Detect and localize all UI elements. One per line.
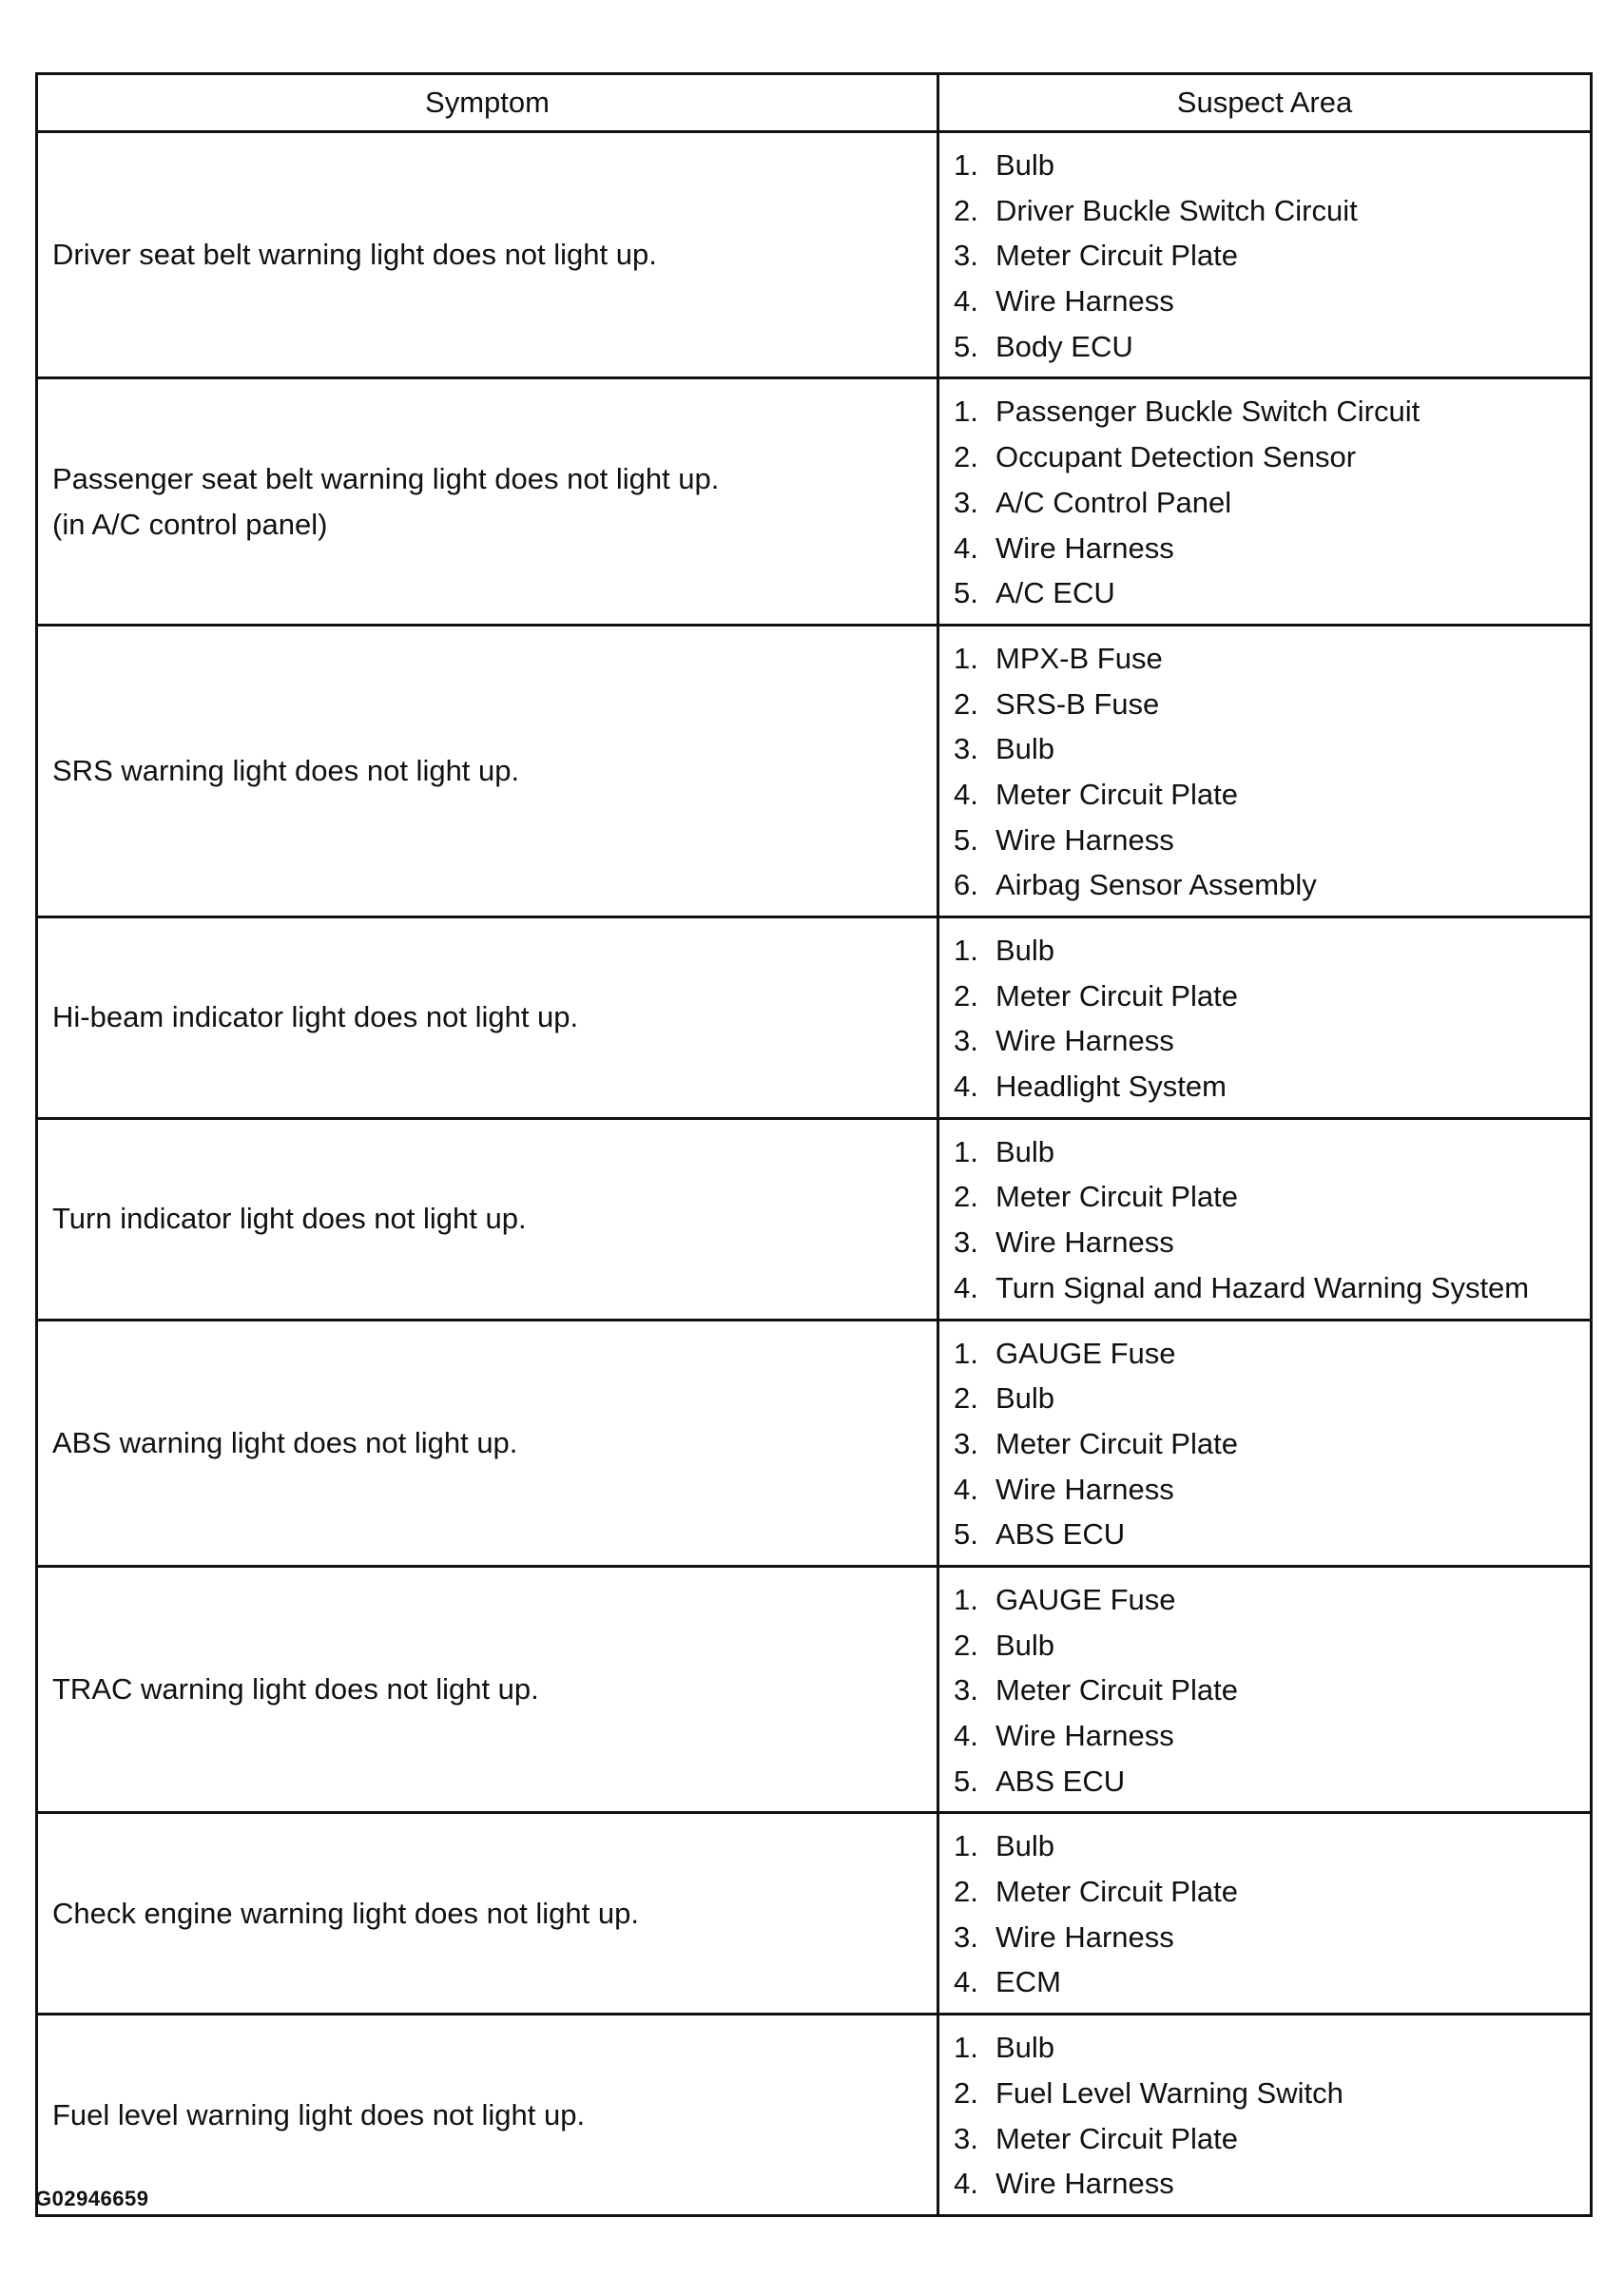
suspect-number: 3. <box>954 1024 978 1058</box>
table-row <box>37 917 1592 1119</box>
suspect-number: 4. <box>954 1270 978 1304</box>
suspect-text: Meter Circuit Plate <box>996 1180 1238 1214</box>
suspect-item <box>954 1512 1590 1557</box>
suspect-item <box>954 1869 1590 1915</box>
suspect-text: ECM <box>996 1965 1061 1999</box>
suspect-text: Wire Harness <box>996 1225 1174 1260</box>
suspect-number: 4. <box>954 1719 978 1752</box>
suspect-number: 3. <box>954 1919 978 1954</box>
suspect-text: Headlight System <box>996 1070 1227 1104</box>
suspect-number: 3. <box>954 1225 978 1260</box>
suspect-item <box>954 526 1590 571</box>
suspect-number: 5. <box>954 1517 978 1552</box>
suspect-item <box>954 682 1590 727</box>
suspect-number: 2. <box>954 193 978 227</box>
suspect-number: 2. <box>954 1875 978 1909</box>
symptom-text: TRAC warning light does not light up. <box>52 1672 539 1707</box>
suspect-text: Bulb <box>996 934 1055 967</box>
suspect-item <box>954 1018 1590 1064</box>
symptom-cell <box>37 378 938 625</box>
suspect-item <box>954 1421 1590 1467</box>
suspect-item <box>954 1220 1590 1265</box>
suspect-number: 4. <box>954 1070 978 1104</box>
suspect-item <box>954 1265 1590 1311</box>
suspect-item <box>954 1174 1590 1220</box>
symptom-text: ABS warning light does not light up. <box>52 1425 518 1459</box>
suspect-text: Bulb <box>996 1628 1055 1662</box>
suspect-list <box>954 1129 1590 1311</box>
suspect-text: Bulb <box>996 148 1055 182</box>
symptom-cell <box>37 1566 938 1812</box>
suspect-item <box>954 1577 1590 1623</box>
suspect-text: SRS-B Fuse <box>996 686 1160 721</box>
suspect-number: 5. <box>954 576 978 610</box>
symptom-cell <box>37 1813 938 2015</box>
suspect-number: 1. <box>954 934 978 967</box>
suspect-text: Wire Harness <box>996 822 1174 857</box>
suspect-number: 1. <box>954 1336 978 1370</box>
suspect-item <box>954 1064 1590 1109</box>
suspect-item <box>954 324 1590 370</box>
suspect-text: Bulb <box>996 732 1055 766</box>
suspect-item <box>954 1668 1590 1713</box>
suspect-list <box>954 636 1590 908</box>
symptom-text: Turn indicator light does not light up. <box>52 1202 527 1236</box>
suspect-text: Fuel Level Warning Switch <box>996 2075 1344 2110</box>
suspect-text: Bulb <box>996 1134 1055 1168</box>
header-row <box>37 74 1592 132</box>
suspect-text: MPX-B Fuse <box>996 641 1163 675</box>
suspect-item <box>954 480 1590 526</box>
suspect-number: 4. <box>954 1965 978 1999</box>
suspect-item <box>954 1823 1590 1869</box>
symptom-cell <box>37 2015 938 2216</box>
suspect-area-cell <box>938 378 1592 625</box>
table-row <box>37 1566 1592 1812</box>
suspect-item <box>954 974 1590 1019</box>
suspect-item <box>954 389 1590 434</box>
suspect-number: 3. <box>954 732 978 766</box>
suspect-list <box>954 1577 1590 1803</box>
suspect-number: 5. <box>954 329 978 363</box>
suspect-text: A/C ECU <box>996 576 1115 610</box>
suspect-text: Bulb <box>996 1381 1055 1416</box>
suspect-item <box>954 1959 1590 2005</box>
suspect-text: Meter Circuit Plate <box>996 1875 1238 1909</box>
suspect-item <box>954 2071 1590 2116</box>
suspect-text: Occupant Detection Sensor <box>996 440 1357 474</box>
table-row <box>37 2015 1592 2216</box>
suspect-number: 6. <box>954 868 978 902</box>
suspect-list <box>954 2025 1590 2207</box>
suspect-item <box>954 862 1590 908</box>
suspect-number: 2. <box>954 978 978 1013</box>
suspect-item <box>954 279 1590 324</box>
suspect-number: 2. <box>954 686 978 721</box>
suspect-text: Wire Harness <box>996 530 1174 565</box>
suspect-text: Body ECU <box>996 329 1133 363</box>
suspect-number: 3. <box>954 1426 978 1460</box>
suspect-number: 2. <box>954 1628 978 1662</box>
suspect-item <box>954 1713 1590 1759</box>
suspect-number: 2. <box>954 440 978 474</box>
suspect-number: 1. <box>954 1134 978 1168</box>
suspect-text: Meter Circuit Plate <box>996 777 1238 811</box>
suspect-text: GAUGE Fuse <box>996 1336 1176 1370</box>
suspect-number: 1. <box>954 1582 978 1616</box>
suspect-number: 5. <box>954 1764 978 1798</box>
table-row <box>37 378 1592 625</box>
symptom-cell <box>37 917 938 1119</box>
suspect-text: Bulb <box>996 2031 1055 2065</box>
symptom-cell <box>37 1118 938 1320</box>
suspect-number: 4. <box>954 284 978 318</box>
suspect-text: Meter Circuit Plate <box>996 1426 1238 1460</box>
suspect-number: 1. <box>954 1829 978 1863</box>
suspect-item <box>954 570 1590 616</box>
table-row <box>37 1320 1592 1566</box>
header-suspect-area: Suspect Area <box>938 74 1592 132</box>
suspect-item <box>954 772 1590 818</box>
suspect-text: Wire Harness <box>996 284 1174 318</box>
suspect-area-cell <box>938 1320 1592 1566</box>
suspect-item <box>954 928 1590 974</box>
suspect-area-cell <box>938 625 1592 916</box>
symptom-text: Hi-beam indicator light does not light up. <box>52 1000 579 1034</box>
suspect-area-cell <box>938 1813 1592 2015</box>
suspect-text: Meter Circuit Plate <box>996 2121 1238 2155</box>
suspect-text: Airbag Sensor Assembly <box>996 868 1317 902</box>
suspect-text: ABS ECU <box>996 1517 1126 1552</box>
suspect-number: 3. <box>954 2121 978 2155</box>
suspect-text: Turn Signal and Hazard Warning System <box>996 1270 1530 1304</box>
suspect-text: Meter Circuit Plate <box>996 1673 1238 1707</box>
suspect-text: GAUGE Fuse <box>996 1582 1176 1616</box>
suspect-list <box>954 1331 1590 1557</box>
suspect-area-cell <box>938 132 1592 378</box>
suspect-item <box>954 1623 1590 1668</box>
suspect-number: 4. <box>954 530 978 565</box>
symptom-cell <box>37 132 938 378</box>
symptom-text: SRS warning light does not light up. <box>52 753 520 787</box>
suspect-item <box>954 2161 1590 2207</box>
suspect-item <box>954 1759 1590 1804</box>
suspect-text: A/C Control Panel <box>996 485 1232 519</box>
suspect-area-cell <box>938 1566 1592 1812</box>
suspect-number: 4. <box>954 1472 978 1506</box>
suspect-text: Wire Harness <box>996 2167 1174 2201</box>
suspect-item <box>954 2116 1590 2162</box>
suspect-text: Wire Harness <box>996 1919 1174 1954</box>
symptom-text: Driver seat belt warning light does not light up. <box>52 238 657 272</box>
suspect-item <box>954 1467 1590 1513</box>
suspect-item <box>954 818 1590 863</box>
suspect-item <box>954 726 1590 772</box>
suspect-number: 1. <box>954 641 978 675</box>
suspect-text: Meter Circuit Plate <box>996 978 1238 1013</box>
suspect-number: 3. <box>954 1673 978 1707</box>
suspect-number: 4. <box>954 2167 978 2201</box>
suspect-number: 2. <box>954 2075 978 2110</box>
header-symptom: Symptom <box>37 74 938 132</box>
suspect-text: Bulb <box>996 1829 1055 1863</box>
table-body <box>37 132 1592 2216</box>
suspect-number: 4. <box>954 777 978 811</box>
suspect-item <box>954 1129 1590 1175</box>
suspect-area-cell <box>938 917 1592 1119</box>
suspect-text: Wire Harness <box>996 1472 1174 1506</box>
suspect-item <box>954 636 1590 682</box>
figure-id: G02946659 <box>35 2187 149 2210</box>
table-row <box>37 132 1592 378</box>
suspect-item <box>954 1376 1590 1421</box>
suspect-item <box>954 143 1590 188</box>
suspect-number: 2. <box>954 1180 978 1214</box>
symptom-text: Passenger seat belt warning light does not light up. <box>52 461 720 495</box>
suspect-text: Wire Harness <box>996 1024 1174 1058</box>
suspect-number: 3. <box>954 239 978 273</box>
suspect-area-cell <box>938 2015 1592 2216</box>
suspect-text: Meter Circuit Plate <box>996 239 1238 273</box>
symptom-text: Check engine warning light does not light up. <box>52 1896 639 1930</box>
suspect-text: Driver Buckle Switch Circuit <box>996 193 1358 227</box>
suspect-item <box>954 1915 1590 1960</box>
table-row <box>37 1813 1592 2015</box>
symptom-text: (in A/C control panel) <box>52 507 328 541</box>
suspect-list <box>954 389 1590 615</box>
suspect-list <box>954 143 1590 369</box>
suspect-text: Wire Harness <box>996 1719 1174 1752</box>
suspect-item <box>954 188 1590 234</box>
suspect-list <box>954 1823 1590 2005</box>
suspect-number: 1. <box>954 395 978 429</box>
suspect-item <box>954 1331 1590 1377</box>
suspect-item <box>954 434 1590 480</box>
suspect-number: 1. <box>954 148 978 182</box>
suspect-item <box>954 233 1590 279</box>
symptom-cell <box>37 1320 938 1566</box>
suspect-area-cell <box>938 1118 1592 1320</box>
suspect-text: ABS ECU <box>996 1764 1126 1798</box>
suspect-number: 1. <box>954 2031 978 2065</box>
table-row <box>37 1118 1592 1320</box>
suspect-list <box>954 928 1590 1109</box>
suspect-number: 3. <box>954 485 978 519</box>
suspect-item <box>954 2025 1590 2071</box>
table-row <box>37 625 1592 916</box>
suspect-number: 5. <box>954 822 978 857</box>
suspect-text: Passenger Buckle Switch Circuit <box>996 395 1421 429</box>
troubleshooting-table <box>35 72 1593 2217</box>
suspect-number: 2. <box>954 1381 978 1416</box>
symptom-text: Fuel level warning light does not light up. <box>52 2097 586 2131</box>
symptom-cell <box>37 625 938 916</box>
